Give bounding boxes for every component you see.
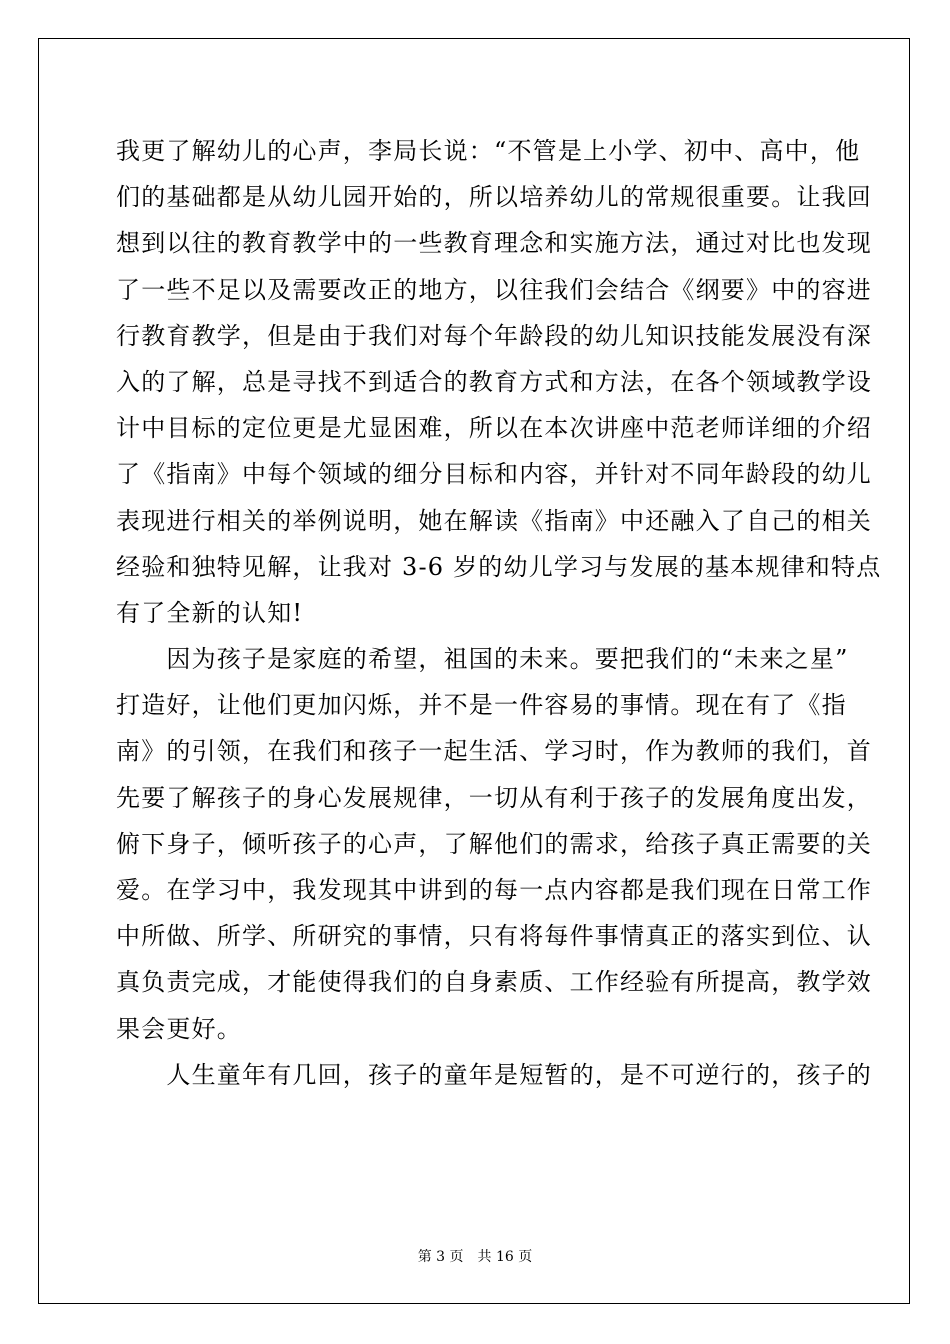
text-line: 计中目标的定位更是尤显困难，所以在本次讲座中范老师详细的介绍 <box>116 414 872 443</box>
paragraph-1 <box>116 128 882 636</box>
text-line: 行教育教学，但是由于我们对每个年龄段的幼儿知识技能发展没有深 <box>116 321 872 350</box>
text-line: 果会更好。 <box>116 1014 242 1043</box>
text-line: 了一些不足以及需要改正的地方，以往我们会结合《纲要》中的容进 <box>116 275 872 304</box>
paragraph-2 <box>116 636 872 1052</box>
text-line: 我更了解幼儿的心声，李局长说：“不管是上小学、初中、高中，他 <box>116 137 861 165</box>
text-line: 表现进行相关的举例说明，她在解读《指南》中还融入了自己的相关 <box>116 506 872 535</box>
text-line: 了《指南》中每个领域的细分目标和内容，并针对不同年龄段的幼儿 <box>116 460 872 489</box>
text-line: 真负责完成，才能使得我们的自身素质、工作经验有所提高，教学效 <box>116 968 872 997</box>
text-line: 们的基础都是从幼儿园开始的，所以培养幼儿的常规很重要。让我回 <box>116 183 872 212</box>
document-body <box>116 128 882 1098</box>
text-line: 入的了解，总是寻找不到适合的教育方式和方法，在各个领域教学设 <box>116 367 872 396</box>
paragraph-3 <box>116 1052 872 1098</box>
text-line: 人生童年有几回，孩子的童年是短暂的，是不可逆行的，孩子的 <box>116 1060 872 1089</box>
text-line: 打造好，让他们更加闪烁，并不是一件容易的事情。现在有了《指 <box>116 691 847 720</box>
text-line: 先要了解孩子的身心发展规律，一切从有利于孩子的发展角度出发， <box>116 783 872 812</box>
text-line: 爱。在学习中，我发现其中讲到的每一点内容都是我们现在日常工作 <box>116 876 872 904</box>
text-line: 中所做、所学、所研究的事情，只有将每件事情真正的落实到位、认 <box>116 922 872 951</box>
text-line: 想到以往的教育教学中的一些教育理念和实施方法，通过对比也发现 <box>116 229 872 258</box>
text-line: 经验和独特见解，让我对 3-6 岁的幼儿学习与发展的基本规律和特点 <box>116 552 882 581</box>
text-line: 有了全新的认知! <box>116 598 304 627</box>
text-line: 因为孩子是家庭的希望，祖国的未来。要把我们的“未来之星” <box>116 645 849 674</box>
page-number-footer: 第 3 页 共 16 页 <box>417 1249 533 1265</box>
text-line: 俯下身子，倾听孩子的心声，了解他们的需求，给孩子真正需要的关 <box>116 829 872 858</box>
text-line: 南》的引领，在我们和孩子一起生活、学习时，作为教师的我们，首 <box>116 737 872 766</box>
